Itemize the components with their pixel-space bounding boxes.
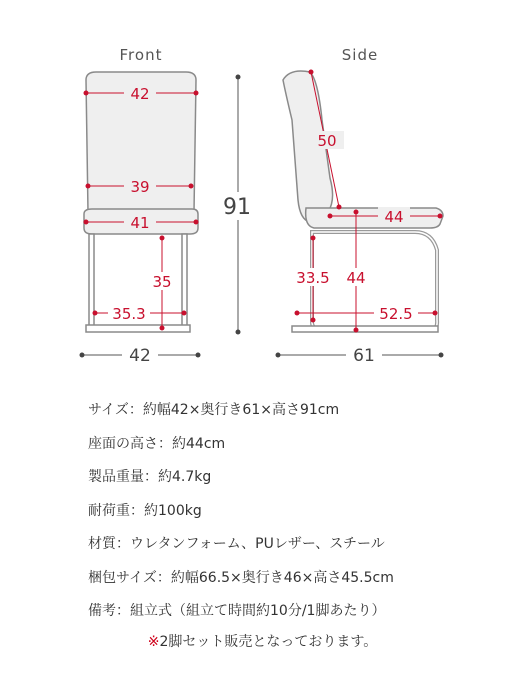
dimension-endpoint-dot [433, 311, 438, 316]
spec-row-weight: 製品重量：約4.7kg [88, 469, 212, 485]
dimension-endpoint-dot [189, 184, 194, 189]
spec-row-load: 耐荷重：約100kg [88, 502, 202, 519]
spec-label: 耐荷重 [88, 502, 130, 519]
front-seat-width: 41 [130, 214, 150, 232]
dimension-endpoint-dot [86, 184, 91, 189]
side-seat-depth: 44 [384, 208, 404, 226]
dimension-endpoint-dot [160, 236, 165, 241]
spec-label: 製品重量 [88, 469, 144, 485]
front-seat-height: 35 [152, 273, 172, 291]
side-overall-depth-value: 61 [353, 346, 375, 366]
dimension-endpoint-dot [295, 311, 300, 316]
dimension-endpoint-dot [84, 220, 89, 225]
spec-row-package-size: 梱包サイズ：約幅66.5×奥行き46×高さ45.5cm [88, 569, 394, 586]
spec-value: 約幅66.5×奥行き46×高さ45.5cm [170, 569, 394, 586]
spec-label: 座面の高さ [88, 435, 158, 452]
front-overall-width-value: 42 [129, 346, 151, 366]
dimension-endpoint-dot [182, 311, 187, 316]
spec-value: 組立式（組立て時間約10分/1脚あたり） [130, 603, 386, 619]
dimension-endpoint-dot [311, 236, 316, 241]
spec-value: 約4.7kg [158, 469, 212, 485]
dimension-endpoint-dot [328, 214, 333, 219]
dimension-endpoint-dot [337, 205, 342, 210]
front-base-width: 35.3 [112, 305, 146, 323]
front-chair-drawing [84, 72, 198, 332]
spec-value: 約44cm [172, 435, 226, 452]
spec-label: 梱包サイズ [88, 569, 157, 586]
spec-row-size: サイズ：約幅42×奥行き61×高さ91cm [88, 402, 340, 418]
front-overall-width [80, 343, 201, 367]
front-view-label: Front [119, 46, 163, 64]
side-back-length: 50 [317, 132, 337, 150]
note-text: 2脚セット販売となっております。 [159, 634, 378, 650]
spec-value: ウレタンフォーム、PUレザー、スチール [130, 536, 385, 552]
front-top-width: 42 [130, 85, 150, 103]
side-base-depth: 52.5 [379, 305, 413, 323]
dimension-endpoint-dot [354, 210, 359, 215]
note-mark: ※ [147, 634, 160, 650]
side-chair-drawing [283, 71, 443, 332]
dimension-endpoint-dot [354, 328, 359, 333]
dimension-endpoint-dot [311, 318, 316, 323]
spec-row-material: 材質：ウレタンフォーム、PUレザー、スチール [88, 536, 385, 552]
overall-height-value: 91 [223, 195, 251, 220]
dimension-endpoint-dot [93, 311, 98, 316]
side-overall-depth [276, 343, 444, 367]
spec-row-remarks: 備考：組立式（組立て時間約10分/1脚あたり） [88, 603, 386, 619]
dimension-endpoint-dot [438, 214, 443, 219]
dimension-endpoint-dot [84, 91, 89, 96]
side-seat-height: 44 [346, 269, 366, 287]
dimension-endpoint-dot [194, 220, 199, 225]
side-seat-height-front: 33.5 [296, 269, 330, 287]
spec-label: 備考 [88, 603, 116, 619]
overall-height [222, 75, 254, 335]
spec-label: 材質 [88, 536, 116, 552]
side-view-label: Side [341, 46, 379, 64]
dimension-endpoint-dot [309, 70, 314, 75]
spec-list [88, 398, 508, 633]
spec-value: 約幅42×奥行き61×高さ91cm [142, 402, 340, 418]
sales-note [0, 631, 525, 651]
spec-label: サイズ [88, 402, 129, 418]
spec-value: 約100kg [144, 502, 202, 519]
front-mid-width: 39 [130, 178, 150, 196]
dimension-endpoint-dot [160, 326, 165, 331]
spec-row-seat-height: 座面の高さ：約44cm [88, 435, 226, 452]
dimension-endpoint-dot [194, 91, 199, 96]
